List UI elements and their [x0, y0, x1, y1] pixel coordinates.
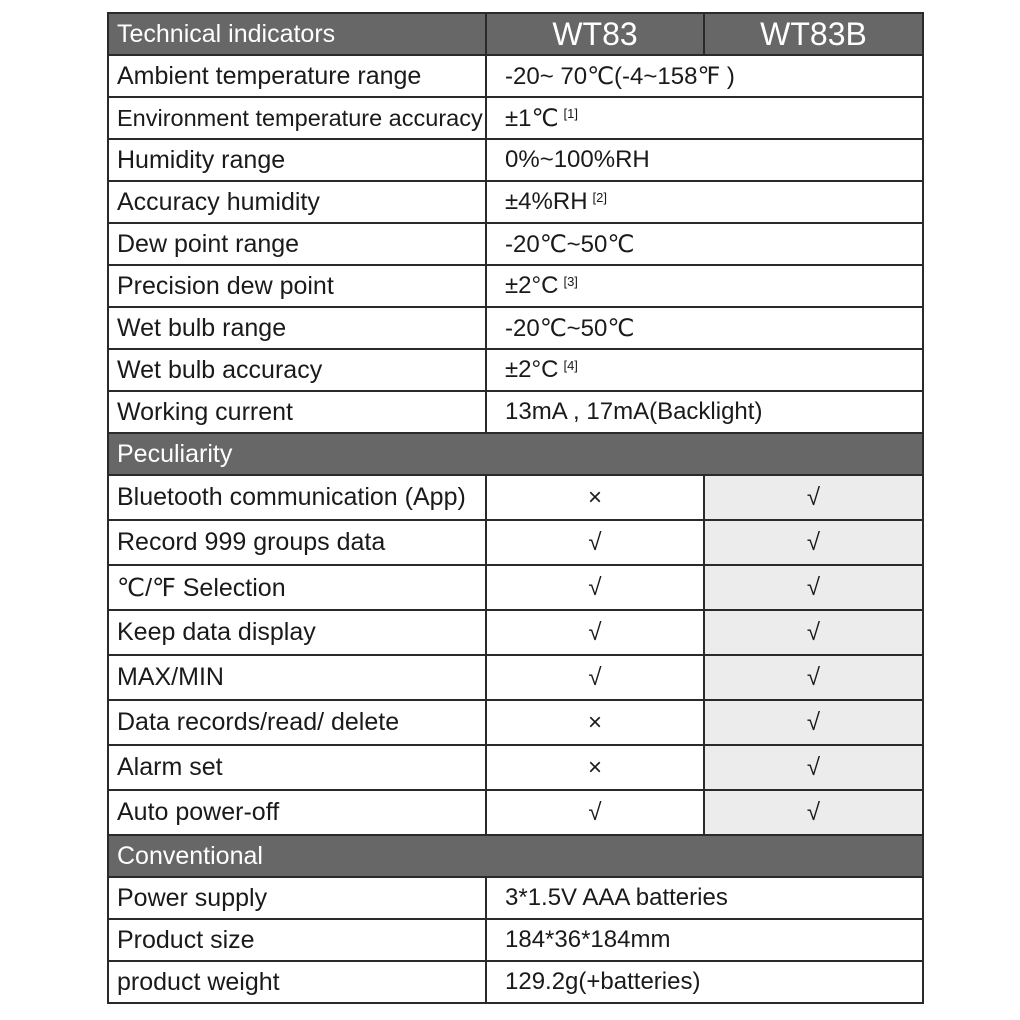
- spec-label: Environment temperature accuracy: [108, 97, 486, 139]
- table-row: [108, 655, 923, 700]
- wt83b-support-mark: √: [704, 745, 923, 790]
- spec-value: 0%~100%RH: [486, 139, 923, 181]
- spec-value: -20℃~50℃: [486, 307, 923, 349]
- table-row: [108, 610, 923, 655]
- wt83b-support-mark: √: [704, 610, 923, 655]
- spec-label: Wet bulb range: [108, 307, 486, 349]
- spec-label: Ambient temperature range: [108, 55, 486, 97]
- spec-value: 13mA , 17mA(Backlight): [486, 391, 923, 433]
- table-row: [108, 475, 923, 520]
- wt83-support-mark: √: [486, 790, 704, 835]
- conventional-label: product weight: [108, 961, 486, 1003]
- table-row: [108, 349, 923, 391]
- spec-label: Humidity range: [108, 139, 486, 181]
- wt83b-support-mark: √: [704, 565, 923, 610]
- table-row: [108, 97, 923, 139]
- section-title: Peculiarity: [108, 433, 923, 475]
- model-a-header: WT83: [486, 13, 704, 55]
- table-row: [108, 520, 923, 565]
- conventional-value: 129.2g(+batteries): [486, 961, 923, 1003]
- feature-label: Record 999 groups data: [108, 520, 486, 565]
- conventional-label: Product size: [108, 919, 486, 961]
- spec-value: ±2°C [4]: [486, 349, 923, 391]
- spec-value: -20℃~50℃: [486, 223, 923, 265]
- spec-label: Accuracy humidity: [108, 181, 486, 223]
- table-row: [108, 565, 923, 610]
- footnote-ref: [3]: [563, 274, 578, 289]
- spec-table: [107, 12, 924, 1004]
- section-row-conventional: [108, 835, 923, 877]
- table-row: [108, 307, 923, 349]
- feature-label: Auto power-off: [108, 790, 486, 835]
- header-row: [108, 13, 923, 55]
- conventional-label: Power supply: [108, 877, 486, 919]
- table-row: [108, 700, 923, 745]
- spec-label: Precision dew point: [108, 265, 486, 307]
- feature-label: Alarm set: [108, 745, 486, 790]
- wt83b-support-mark: √: [704, 520, 923, 565]
- wt83b-support-mark: √: [704, 700, 923, 745]
- model-b-header: WT83B: [704, 13, 923, 55]
- section-title: Conventional: [108, 835, 923, 877]
- table-row: [108, 265, 923, 307]
- table-row: [108, 391, 923, 433]
- wt83-support-mark: √: [486, 565, 704, 610]
- table-row: [108, 223, 923, 265]
- feature-label: ℃/℉ Selection: [108, 565, 486, 610]
- spec-label: Dew point range: [108, 223, 486, 265]
- spec-value: ±2°C [3]: [486, 265, 923, 307]
- feature-label: Bluetooth communication (App): [108, 475, 486, 520]
- table-row: [108, 181, 923, 223]
- spec-value: ±4%RH [2]: [486, 181, 923, 223]
- feature-label: Keep data display: [108, 610, 486, 655]
- spec-value: ±1℃ [1]: [486, 97, 923, 139]
- feature-label: MAX/MIN: [108, 655, 486, 700]
- header-title: Technical indicators: [108, 13, 486, 55]
- wt83b-support-mark: √: [704, 475, 923, 520]
- wt83-support-mark: √: [486, 610, 704, 655]
- section-row-peculiarity: [108, 433, 923, 475]
- wt83-support-mark: ×: [486, 745, 704, 790]
- feature-label: Data records/read/ delete: [108, 700, 486, 745]
- wt83b-support-mark: √: [704, 790, 923, 835]
- footnote-ref: [4]: [563, 358, 578, 373]
- table-row: [108, 877, 923, 919]
- table-row: [108, 919, 923, 961]
- wt83-support-mark: √: [486, 520, 704, 565]
- spec-label: Working current: [108, 391, 486, 433]
- table-row: [108, 790, 923, 835]
- spec-label: Wet bulb accuracy: [108, 349, 486, 391]
- footnote-ref: [1]: [563, 105, 578, 121]
- wt83-support-mark: ×: [486, 700, 704, 745]
- table-row: [108, 55, 923, 97]
- conventional-value: 184*36*184mm: [486, 919, 923, 961]
- conventional-value: 3*1.5V AAA batteries: [486, 877, 923, 919]
- wt83-support-mark: ×: [486, 475, 704, 520]
- wt83b-support-mark: √: [704, 655, 923, 700]
- spec-value: -20~ 70℃(-4~158℉ ): [486, 55, 923, 97]
- wt83-support-mark: √: [486, 655, 704, 700]
- table-row: [108, 961, 923, 1003]
- table-row: [108, 139, 923, 181]
- footnote-ref: [2]: [592, 190, 607, 205]
- table-row: [108, 745, 923, 790]
